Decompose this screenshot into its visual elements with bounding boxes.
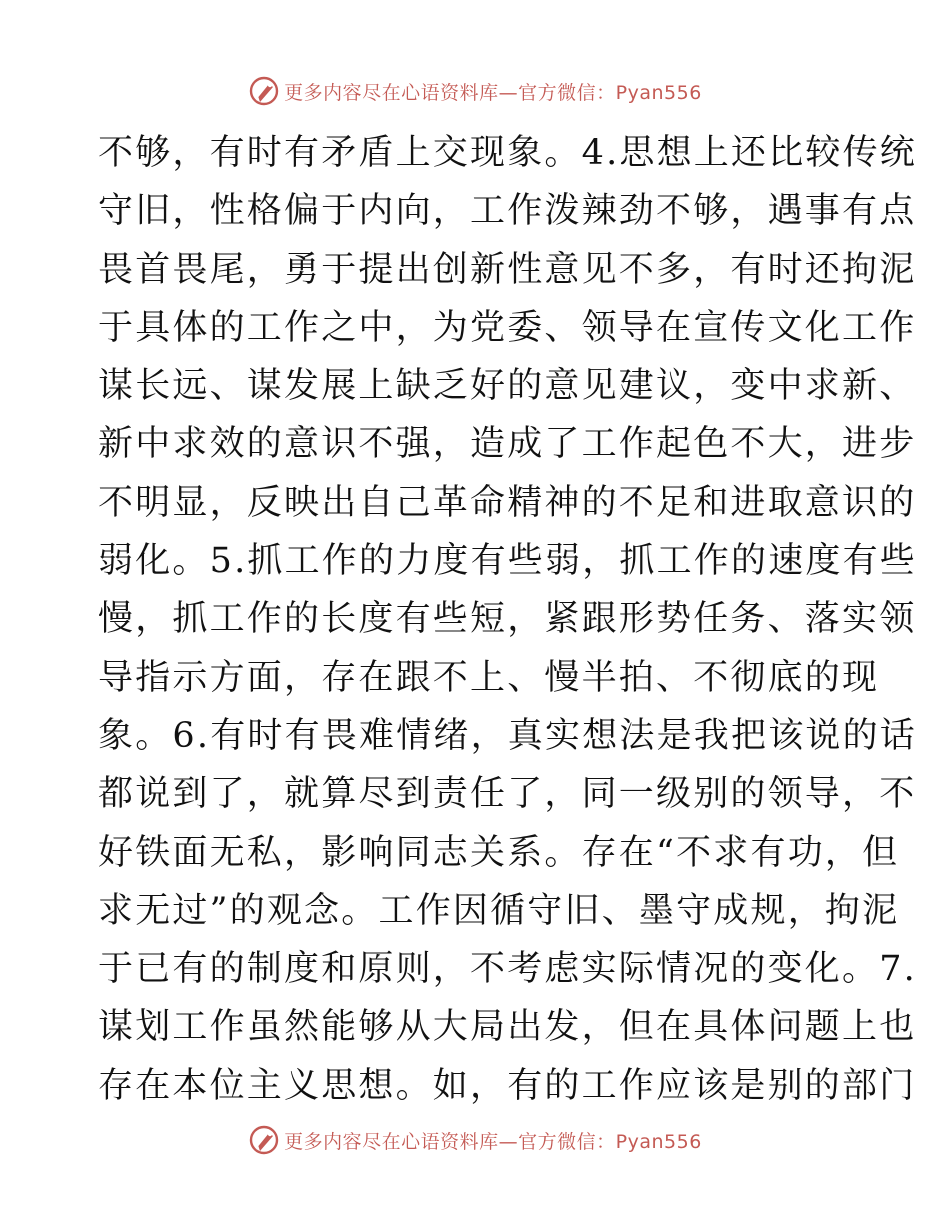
footer-watermark (0, 1120, 950, 1160)
pen-logo-icon (248, 1124, 280, 1156)
text-line: 于已有的制度和原则，不考虑实际情况的变化。7. (98, 949, 917, 990)
text-line: 不够，有时有矛盾上交现象。4.思想上还比较传统 (98, 133, 917, 173)
text-line: 新中求效的意识不强，造成了工作起色不大，进步 (98, 424, 917, 465)
text-line: 谋划工作虽然能够从大局出发，但在具体问题上也 (98, 1007, 917, 1048)
text-line: 象。6.有时有畏难情绪，真实想法是我把该说的话 (98, 715, 917, 756)
text-line: 都说到了，就算尽到责任了，同一级别的领导，不 (98, 774, 917, 815)
text-line: 畏首畏尾，勇于提出创新性意见不多，有时还拘泥 (98, 249, 917, 290)
text-line: 导指示方面，存在跟不上、慢半拍、不彻底的现 (98, 657, 880, 698)
watermark-text: 更多内容尽在心语资料库—官方微信：Pyan556 (284, 1130, 702, 1153)
text-line: 求无过”的观念。工作因循守旧、墨守成规，拘泥 (98, 890, 900, 931)
text-line: 于具体的工作之中，为党委、领导在宣传文化工作 (98, 307, 917, 348)
text-line: 存在本位主义思想。如，有的工作应该是别的部门 (98, 1065, 917, 1106)
document-body (98, 124, 917, 1115)
text-line: 不明显，反映出自己革命精神的不足和进取意识的 (98, 482, 917, 523)
text-line: 慢，抓工作的长度有些短，紧跟形势任务、落实领 (98, 599, 917, 640)
pen-logo-icon (248, 75, 280, 107)
watermark-text: 更多内容尽在心语资料库—官方微信：Pyan556 (284, 81, 702, 104)
header-watermark (0, 71, 950, 111)
text-line: 弱化。5.抓工作的力度有些弱，抓工作的速度有些 (98, 541, 917, 582)
text-line: 谋长远、谋发展上缺乏好的意见建议，变中求新、 (98, 366, 917, 407)
text-line: 好铁面无私，影响同志关系。存在“不求有功，但 (98, 832, 900, 873)
text-line: 守旧，性格偏于内向，工作泼辣劲不够，遇事有点 (98, 191, 917, 232)
